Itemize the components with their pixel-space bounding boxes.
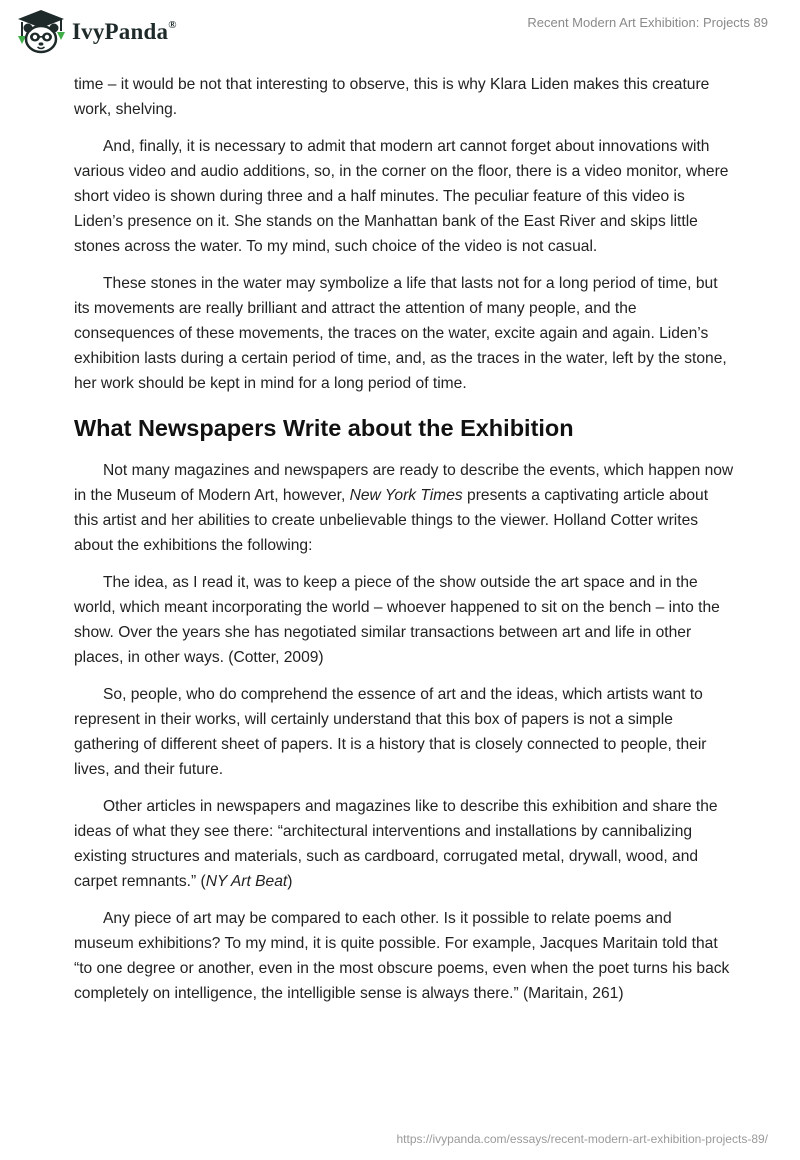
document-title: Recent Modern Art Exhibition: Projects 89 (527, 15, 768, 30)
paragraph-video-monitor: And, finally, it is necessary to admit that modern art cannot forget about innovations with various video and audio additions, so, in the corner on the floor, there is a video monitor, where short video is shown during three and a half minutes. The peculiar feature of this video is Liden’s presence on it. She stands on the Manhattan bank of the East River and skips little stones across the water. To my mind, such choice of the video is not casual. (74, 138, 729, 255)
section-heading: What Newspapers Write about the Exhibition (74, 415, 574, 441)
essay-body (74, 72, 734, 1018)
brand-name: IvyPanda® (72, 19, 177, 44)
paragraph-stones: These stones in the water may symbolize a life that lasts not for a long period of time, but its movements are really brilliant and attract the attention of many people, and the consequences of these movements, the traces on the water, excite again and again. Liden’s exhibition lasts during a certain period of time, and, as the traces in the water, left by the stone, her work should be kept in mind for a long period of time. (74, 275, 727, 392)
paragraph-box-of-papers: So, people, who do comprehend the essence of art and the ideas, which artists want to represent in their works, will certainly understand that this box of papers is not a simple gathering of different sheet of papers. It is a history that is closely connected to people, their lives, and their future. (74, 686, 707, 778)
quote-cotter: The idea, as I read it, was to keep a piece of the show outside the art space and in the world, which meant incorporating the world – whoever happened to sit on the bench – into the show. Over the years she has negotiated similar transactions between art and life in other places, in other ways. (Cotter, 2009) (74, 574, 720, 666)
paragraph-maritain: Any piece of art may be compared to each other. Is it possible to relate poems and museum exhibitions? To my mind, it is quite possible. For example, Jacques Maritain told that “to one degree or another, even in the most obscure poems, even when the poet turns his back completely on intelligence, the intelligible sense is always there.” (Maritain, 261) (74, 910, 730, 1002)
paragraph-newspapers: Not many magazines and newspapers are ready to describe the events, which happen now in the Museum of Modern Art, however, New York Times presents a captivating article about this artist and her abilities to create unbelievable things to the viewer. Holland Cotter writes about the exhibitions the following: (74, 462, 734, 554)
publication-title: NY Art Beat (205, 873, 288, 890)
source-url-link[interactable]: https://ivypanda.com/essays/recent-modern-art-exhibition-projects-89/ (396, 1132, 768, 1146)
paragraph-continued: time – it would be not that interesting to observe, this is why Klara Liden makes this creature work, shelving. (74, 76, 710, 118)
paragraph-other-articles: Other articles in newspapers and magazines like to describe this exhibition and share the ideas of what they see there: “architectural interventions and installations by cannibalizing existing structures and materials, such as cardboard, corrugated metal, drywall, wood, and carpet remnants.” (NY Art Beat) (74, 798, 718, 890)
brand-logo[interactable] (16, 8, 177, 56)
publication-title: New York Times (349, 487, 463, 504)
panda-graduate-icon (16, 8, 66, 56)
page-header (0, 0, 800, 66)
